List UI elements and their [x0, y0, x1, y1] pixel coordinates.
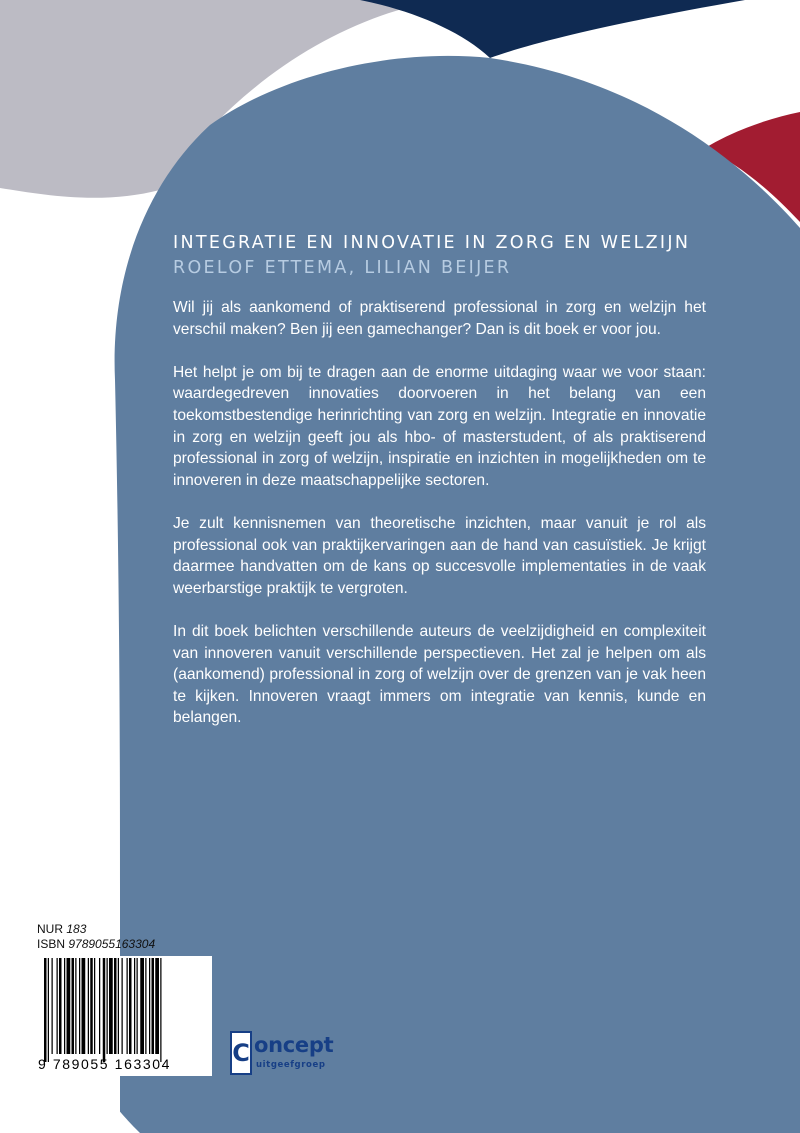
- barcode-bar: [57, 958, 58, 1054]
- barcode-bar: [67, 958, 71, 1054]
- barcode-bar: [103, 958, 106, 1062]
- book-authors: ROELOF ETTEMA, LILIAN BEIJER: [173, 258, 512, 278]
- barcode-bar: [94, 958, 95, 1054]
- logo-word: oncept: [254, 1033, 334, 1057]
- logo-subtitle: uitgeefgroep: [256, 1060, 326, 1070]
- blurb-paragraph: In dit boek belichten verschillende auteurs de veelzijdigheid en complexiteit van innoveren vanuit verschillende perspectieven. Het zal je helpen om als (aankomend) professional in zorg of welzijn over de grenzen van je vak heen te kijken. Innoveren vraagt immers om integratie van kennis, kunde en belangen.: [173, 622, 706, 727]
- barcode-bar: [145, 958, 146, 1054]
- barcode-bar: [160, 958, 161, 1062]
- barcode-digits: 9 789055 163304: [38, 1056, 171, 1072]
- barcode-bar: [72, 958, 75, 1054]
- publisher-logo: [230, 1031, 340, 1081]
- barcode-bar: [129, 958, 132, 1054]
- barcode-bar: [122, 958, 123, 1054]
- barcode-bar: [118, 958, 119, 1054]
- barcode-bar: [79, 958, 80, 1054]
- isbn-line: [37, 937, 155, 951]
- barcode-bar: [155, 958, 159, 1054]
- barcode-bar: [48, 958, 49, 1062]
- blurb-paragraph: Het helpt je om bij te dragen aan de enorme uitdaging waar we voor staan: waardegedreven innovaties doorvoeren in het belang van een toekomstbestendige herinrichting van zorg en welzijn. Integratie en innovatie in zorg en welzijn geeft jou als hbo- of masterstudent, of als praktiserend professional in zorg of welzijn, inspiratie en inzichten in mogelijkheden om te innoveren in deze maatschappelijke sectoren.: [173, 363, 706, 489]
- barcode-bar: [88, 958, 89, 1054]
- barcode-bar: [137, 958, 138, 1054]
- navy-wave-shape: [360, 0, 745, 58]
- nur-label: NUR: [37, 922, 63, 936]
- isbn-label: ISBN: [37, 937, 66, 951]
- barcode-bar: [149, 958, 150, 1054]
- blurb-paragraph: Wil jij als aankomend of praktiserend professional in zorg en welzijn het verschil maken? Ben jij een gamechanger? Dan is dit boek er voor jou.: [173, 299, 706, 338]
- barcode-bar: [64, 958, 65, 1054]
- nur-code: [37, 922, 86, 936]
- blurb-paragraph: Je zult kennisnemen van theoretische inzichten, maar vanuit je rol als professional ook van praktijkervaringen aan de hand van casuïstiek. Je krijgt daarmee handvatten om de kans op succesvolle implementaties in de vaak weerbarstige praktijk te vergroten.: [173, 514, 706, 597]
- logo-letter: C: [232, 1039, 250, 1067]
- isbn-value: 9789055163304: [68, 937, 156, 951]
- barcode-bar: [99, 958, 100, 1054]
- barcode-bar: [52, 958, 53, 1054]
- barcode-bar: [90, 958, 93, 1054]
- blurb: [173, 297, 706, 750]
- barcode-bar: [134, 958, 135, 1054]
- barcode-bar: [140, 958, 144, 1054]
- barcode-bar: [44, 958, 47, 1062]
- barcode-bar: [59, 958, 62, 1054]
- logo-mark-icon: [230, 1031, 252, 1075]
- barcode-bar: [82, 958, 86, 1054]
- barcode-bar: [109, 958, 113, 1054]
- book-title: INTEGRATIE EN INNOVATIE IN ZORG EN WELZIJN: [173, 233, 691, 253]
- barcode-bar: [114, 958, 117, 1054]
- barcode-bar: [152, 958, 155, 1054]
- barcode-bar: [75, 958, 76, 1054]
- barcode-bar: [127, 958, 128, 1054]
- barcode-bar: [107, 958, 108, 1054]
- nur-value: 183: [66, 922, 87, 936]
